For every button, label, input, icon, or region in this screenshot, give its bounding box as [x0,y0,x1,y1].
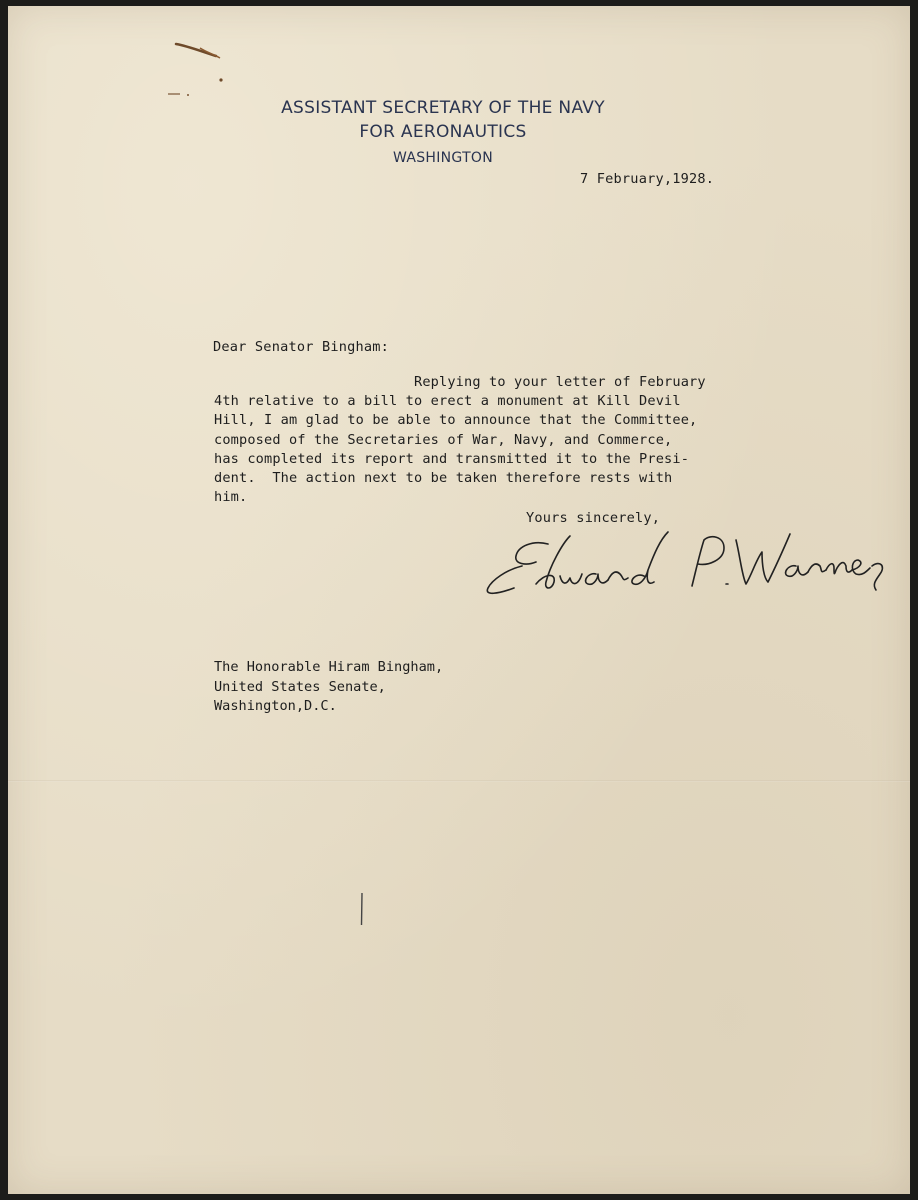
body-line: dent. The action next to be taken therefore rests with [214,470,673,487]
rust-stain-mark [158,32,248,102]
paper-fold [8,780,910,782]
body-line: has completed its report and transmitted it to the Presi- [214,450,690,467]
letter-body [214,373,706,507]
body-line: Replying to your letter of February [414,374,706,390]
salutation: Dear Senator Bingham: [213,339,390,355]
addressee-block [214,658,443,717]
letter-page [8,6,910,1194]
letterhead-location: WASHINGTON [392,150,494,166]
letterhead-subtitle: FOR AERONAUTICS [359,122,527,142]
body-line: composed of the Secretaries of War, Navy, and Commerce, [214,431,673,448]
handwritten-signature [478,526,898,606]
letter-date: 7 February,1928. [580,171,715,187]
closing: Yours sincerely, [526,510,661,526]
body-line: him. [214,489,248,506]
addressee-line: United States Senate, [214,678,386,695]
pencil-mark [360,892,364,926]
body-line: 4th relative to a bill to erect a monument at Kill Devil [214,393,681,410]
letterhead-title: ASSISTANT SECRETARY OF THE NAVY [281,98,605,118]
addressee-line: Washington,D.C. [214,698,337,715]
body-line: Hill, I am glad to be able to announce that the Committee, [214,412,698,429]
addressee-line: The Honorable Hiram Bingham, [214,659,444,675]
